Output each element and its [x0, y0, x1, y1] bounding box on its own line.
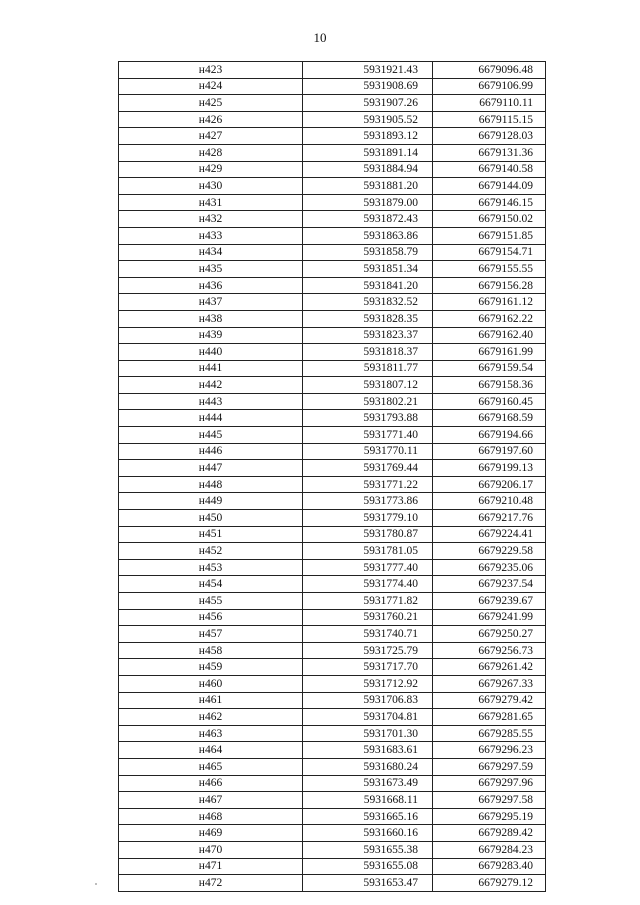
y-coordinate-cell: 6679194.66	[433, 427, 546, 444]
y-coordinate-cell: 6679217.76	[433, 510, 546, 527]
table-row	[119, 78, 546, 95]
table-row	[119, 825, 546, 842]
y-coordinate-cell: 6679250.27	[433, 626, 546, 643]
x-coordinate-cell: 5931881.20	[303, 178, 433, 195]
table-row	[119, 443, 546, 460]
point-id-cell: н464	[119, 742, 303, 759]
table-row	[119, 510, 546, 527]
y-coordinate-cell: 6679289.42	[433, 825, 546, 842]
scan-speck	[95, 883, 97, 885]
table-row	[119, 144, 546, 161]
y-coordinate-cell: 6679210.48	[433, 493, 546, 510]
x-coordinate-cell: 5931668.11	[303, 792, 433, 809]
table-row	[119, 227, 546, 244]
y-coordinate-cell: 6679241.99	[433, 609, 546, 626]
point-id-cell: н425	[119, 95, 303, 112]
table-row	[119, 161, 546, 178]
point-id-cell: н445	[119, 427, 303, 444]
y-coordinate-cell: 6679161.99	[433, 344, 546, 361]
table-row	[119, 393, 546, 410]
y-coordinate-cell: 6679144.09	[433, 178, 546, 195]
x-coordinate-cell: 5931781.05	[303, 543, 433, 560]
table-row	[119, 675, 546, 692]
x-coordinate-cell: 5931725.79	[303, 642, 433, 659]
table-row	[119, 576, 546, 593]
y-coordinate-cell: 6679197.60	[433, 443, 546, 460]
x-coordinate-cell: 5931673.49	[303, 775, 433, 792]
table-row	[119, 725, 546, 742]
y-coordinate-cell: 6679162.22	[433, 310, 546, 327]
x-coordinate-cell: 5931665.16	[303, 808, 433, 825]
point-id-cell: н443	[119, 393, 303, 410]
x-coordinate-cell: 5931780.87	[303, 526, 433, 543]
point-id-cell: н423	[119, 62, 303, 79]
y-coordinate-cell: 6679297.96	[433, 775, 546, 792]
table-row	[119, 593, 546, 610]
point-id-cell: н469	[119, 825, 303, 842]
x-coordinate-cell: 5931818.37	[303, 344, 433, 361]
y-coordinate-cell: 6679146.15	[433, 194, 546, 211]
x-coordinate-cell: 5931660.16	[303, 825, 433, 842]
x-coordinate-cell: 5931779.10	[303, 510, 433, 527]
point-id-cell: н439	[119, 327, 303, 344]
point-id-cell: н462	[119, 709, 303, 726]
y-coordinate-cell: 6679151.85	[433, 227, 546, 244]
table-row	[119, 775, 546, 792]
point-id-cell: н426	[119, 111, 303, 128]
table-row	[119, 377, 546, 394]
x-coordinate-cell: 5931653.47	[303, 875, 433, 892]
y-coordinate-cell: 6679115.15	[433, 111, 546, 128]
point-id-cell: н458	[119, 642, 303, 659]
x-coordinate-cell: 5931771.40	[303, 427, 433, 444]
x-coordinate-cell: 5931793.88	[303, 410, 433, 427]
y-coordinate-cell: 6679158.36	[433, 377, 546, 394]
table-row	[119, 476, 546, 493]
x-coordinate-cell: 5931704.81	[303, 709, 433, 726]
point-id-cell: н460	[119, 675, 303, 692]
x-coordinate-cell: 5931802.21	[303, 393, 433, 410]
point-id-cell: н437	[119, 294, 303, 311]
x-coordinate-cell: 5931655.08	[303, 858, 433, 875]
x-coordinate-cell: 5931760.21	[303, 609, 433, 626]
y-coordinate-cell: 6679237.54	[433, 576, 546, 593]
x-coordinate-cell: 5931774.40	[303, 576, 433, 593]
y-coordinate-cell: 6679150.02	[433, 211, 546, 228]
y-coordinate-cell: 6679261.42	[433, 659, 546, 676]
y-coordinate-cell: 6679285.55	[433, 725, 546, 742]
x-coordinate-cell: 5931908.69	[303, 78, 433, 95]
table-row	[119, 244, 546, 261]
point-id-cell: н430	[119, 178, 303, 195]
x-coordinate-cell: 5931851.34	[303, 261, 433, 278]
table-row	[119, 758, 546, 775]
table-row	[119, 742, 546, 759]
y-coordinate-cell: 6679283.40	[433, 858, 546, 875]
x-coordinate-cell: 5931841.20	[303, 277, 433, 294]
table-row	[119, 360, 546, 377]
x-coordinate-cell: 5931777.40	[303, 559, 433, 576]
x-coordinate-cell: 5931769.44	[303, 460, 433, 477]
point-id-cell: н455	[119, 593, 303, 610]
table-row	[119, 178, 546, 195]
table-row	[119, 111, 546, 128]
point-id-cell: н448	[119, 476, 303, 493]
x-coordinate-cell: 5931921.43	[303, 62, 433, 79]
x-coordinate-cell: 5931701.30	[303, 725, 433, 742]
point-id-cell: н432	[119, 211, 303, 228]
y-coordinate-cell: 6679159.54	[433, 360, 546, 377]
x-coordinate-cell: 5931872.43	[303, 211, 433, 228]
table-row	[119, 327, 546, 344]
y-coordinate-cell: 6679128.03	[433, 128, 546, 145]
y-coordinate-cell: 6679199.13	[433, 460, 546, 477]
point-id-cell: н431	[119, 194, 303, 211]
table-row	[119, 709, 546, 726]
x-coordinate-cell: 5931863.86	[303, 227, 433, 244]
table-row	[119, 526, 546, 543]
table-row	[119, 427, 546, 444]
point-id-cell: н457	[119, 626, 303, 643]
point-id-cell: н440	[119, 344, 303, 361]
point-id-cell: н451	[119, 526, 303, 543]
table-row	[119, 95, 546, 112]
point-id-cell: н433	[119, 227, 303, 244]
point-id-cell: н444	[119, 410, 303, 427]
y-coordinate-cell: 6679131.36	[433, 144, 546, 161]
y-coordinate-cell: 6679296.23	[433, 742, 546, 759]
x-coordinate-cell: 5931891.14	[303, 144, 433, 161]
table-row	[119, 875, 546, 892]
y-coordinate-cell: 6679297.58	[433, 792, 546, 809]
point-id-cell: н470	[119, 841, 303, 858]
table-row	[119, 626, 546, 643]
point-id-cell: н467	[119, 792, 303, 809]
y-coordinate-cell: 6679279.12	[433, 875, 546, 892]
point-id-cell: н435	[119, 261, 303, 278]
point-id-cell: н454	[119, 576, 303, 593]
coordinates-table	[118, 61, 546, 892]
y-coordinate-cell: 6679110.11	[433, 95, 546, 112]
point-id-cell: н442	[119, 377, 303, 394]
y-coordinate-cell: 6679155.55	[433, 261, 546, 278]
point-id-cell: н466	[119, 775, 303, 792]
y-coordinate-cell: 6679224.41	[433, 526, 546, 543]
table-row	[119, 543, 546, 560]
page-number: 10	[313, 30, 327, 45]
point-id-cell: н446	[119, 443, 303, 460]
x-coordinate-cell: 5931680.24	[303, 758, 433, 775]
x-coordinate-cell: 5931740.71	[303, 626, 433, 643]
table-row	[119, 659, 546, 676]
x-coordinate-cell: 5931884.94	[303, 161, 433, 178]
point-id-cell: н463	[119, 725, 303, 742]
table-row	[119, 410, 546, 427]
y-coordinate-cell: 6679168.59	[433, 410, 546, 427]
point-id-cell: н465	[119, 758, 303, 775]
y-coordinate-cell: 6679295.19	[433, 808, 546, 825]
point-id-cell: н472	[119, 875, 303, 892]
x-coordinate-cell: 5931655.38	[303, 841, 433, 858]
table-row	[119, 493, 546, 510]
point-id-cell: н461	[119, 692, 303, 709]
x-coordinate-cell: 5931706.83	[303, 692, 433, 709]
x-coordinate-cell: 5931823.37	[303, 327, 433, 344]
y-coordinate-cell: 6679206.17	[433, 476, 546, 493]
table-row	[119, 808, 546, 825]
table-row	[119, 559, 546, 576]
x-coordinate-cell: 5931683.61	[303, 742, 433, 759]
y-coordinate-cell: 6679267.33	[433, 675, 546, 692]
x-coordinate-cell: 5931907.26	[303, 95, 433, 112]
point-id-cell: н449	[119, 493, 303, 510]
y-coordinate-cell: 6679162.40	[433, 327, 546, 344]
point-id-cell: н459	[119, 659, 303, 676]
table-row	[119, 128, 546, 145]
point-id-cell: н447	[119, 460, 303, 477]
y-coordinate-cell: 6679281.65	[433, 709, 546, 726]
table-row	[119, 841, 546, 858]
table-row	[119, 609, 546, 626]
point-id-cell: н468	[119, 808, 303, 825]
point-id-cell: н436	[119, 277, 303, 294]
point-id-cell: н441	[119, 360, 303, 377]
x-coordinate-cell: 5931717.70	[303, 659, 433, 676]
point-id-cell: н453	[119, 559, 303, 576]
y-coordinate-cell: 6679096.48	[433, 62, 546, 79]
table-row	[119, 460, 546, 477]
x-coordinate-cell: 5931832.52	[303, 294, 433, 311]
x-coordinate-cell: 5931828.35	[303, 310, 433, 327]
x-coordinate-cell: 5931893.12	[303, 128, 433, 145]
y-coordinate-cell: 6679239.67	[433, 593, 546, 610]
y-coordinate-cell: 6679235.06	[433, 559, 546, 576]
table-row	[119, 294, 546, 311]
x-coordinate-cell: 5931712.92	[303, 675, 433, 692]
y-coordinate-cell: 6679160.45	[433, 393, 546, 410]
x-coordinate-cell: 5931807.12	[303, 377, 433, 394]
table-row	[119, 277, 546, 294]
y-coordinate-cell: 6679161.12	[433, 294, 546, 311]
x-coordinate-cell: 5931858.79	[303, 244, 433, 261]
point-id-cell: н429	[119, 161, 303, 178]
point-id-cell: н452	[119, 543, 303, 560]
point-id-cell: н438	[119, 310, 303, 327]
y-coordinate-cell: 6679156.28	[433, 277, 546, 294]
x-coordinate-cell: 5931770.11	[303, 443, 433, 460]
point-id-cell: н434	[119, 244, 303, 261]
point-id-cell: н427	[119, 128, 303, 145]
x-coordinate-cell: 5931771.22	[303, 476, 433, 493]
y-coordinate-cell: 6679140.58	[433, 161, 546, 178]
table-row	[119, 261, 546, 278]
table-row	[119, 344, 546, 361]
y-coordinate-cell: 6679297.59	[433, 758, 546, 775]
x-coordinate-cell: 5931773.86	[303, 493, 433, 510]
table-row	[119, 211, 546, 228]
point-id-cell: н424	[119, 78, 303, 95]
x-coordinate-cell: 5931905.52	[303, 111, 433, 128]
coordinates-table-body	[119, 62, 546, 892]
table-row	[119, 194, 546, 211]
table-row	[119, 310, 546, 327]
y-coordinate-cell: 6679284.23	[433, 841, 546, 858]
table-row	[119, 642, 546, 659]
table-row	[119, 692, 546, 709]
y-coordinate-cell: 6679229.58	[433, 543, 546, 560]
y-coordinate-cell: 6679256.73	[433, 642, 546, 659]
point-id-cell: н450	[119, 510, 303, 527]
y-coordinate-cell: 6679279.42	[433, 692, 546, 709]
table-row	[119, 62, 546, 79]
x-coordinate-cell: 5931811.77	[303, 360, 433, 377]
x-coordinate-cell: 5931879.00	[303, 194, 433, 211]
table-row	[119, 858, 546, 875]
point-id-cell: н456	[119, 609, 303, 626]
x-coordinate-cell: 5931771.82	[303, 593, 433, 610]
y-coordinate-cell: 6679106.99	[433, 78, 546, 95]
y-coordinate-cell: 6679154.71	[433, 244, 546, 261]
point-id-cell: н428	[119, 144, 303, 161]
table-row	[119, 792, 546, 809]
point-id-cell: н471	[119, 858, 303, 875]
